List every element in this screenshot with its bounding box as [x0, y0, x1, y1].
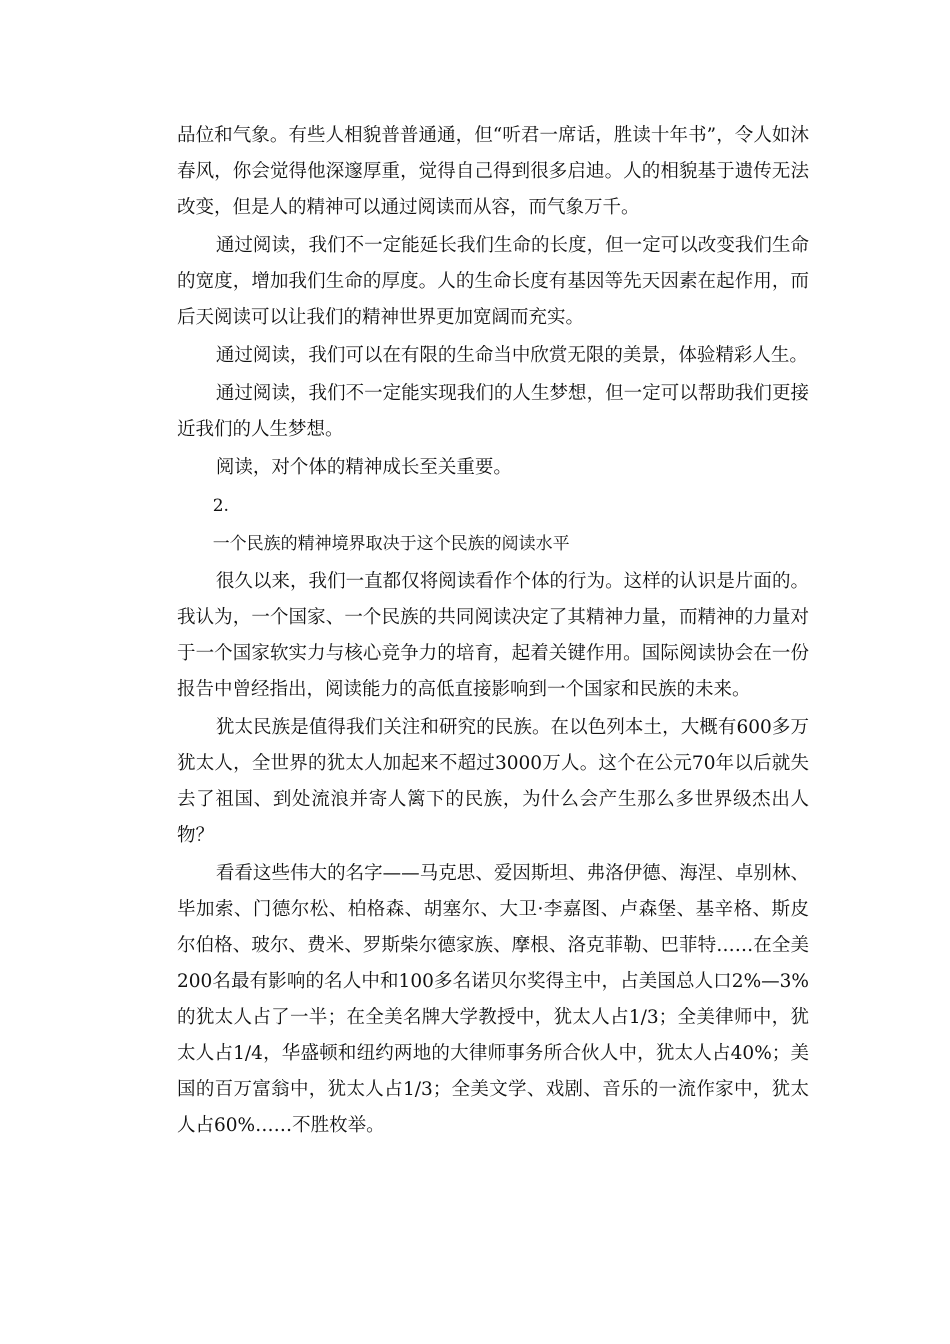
paragraph: 犹太民族是值得我们关注和研究的民族。在以色列本土，大概有600多万犹太人，全世界的犹太人加起来不超过3000万人。这个在公元70年以后就失去了祖国、到处流浪并寄人篱下的民族，为什么会产生那么多世界级杰出人物？ — [177, 717, 809, 846]
paragraph-continued: 品位和气象。有些人相貌普普通通，但“听君一席话，胜读十年书”，令人如沐春风，你会觉得他深邃厚重，觉得自己得到很多启迪。人的相貌基于遗传无法改变，但是人的精神可以通过阅读而从容，而气象万千。 — [177, 125, 809, 218]
paragraph: 阅读，对个体的精神成长至关重要。 — [215, 457, 512, 478]
paragraph: 通过阅读，我们不一定能延长我们生命的长度，但一定可以改变我们生命的宽度，增加我们生命的厚度。人的生命长度有基因等先天因素在起作用，而后天阅读可以让我们的精神世界更加宽阔而充实。 — [177, 235, 809, 328]
document-body — [177, 118, 809, 1146]
section-title: 一个民族的精神境界取决于这个民族的阅读水平 — [212, 534, 570, 554]
paragraph: 很久以来，我们一直都仅将阅读看作个体的行为。这样的认识是片面的。我认为，一个国家、一个民族的共同阅读决定了其精神力量，而精神的力量对于一个国家软实力与核心竞争力的培育，起着关键作用。国际阅读协会在一份报告中曾经指出，阅读能力的高低直接影响到一个国家和民族的未来。 — [177, 571, 809, 700]
section-number: 2. — [212, 496, 229, 516]
paragraph: 通过阅读，我们不一定能实现我们的人生梦想，但一定可以帮助我们更接近我们的人生梦想。 — [177, 383, 809, 440]
paragraph: 通过阅读，我们可以在有限的生命当中欣赏无限的美景，体验精彩人生。 — [215, 345, 808, 366]
paragraph: 看看这些伟大的名字——马克思、爱因斯坦、弗洛伊德、海涅、卓别林、毕加索、门德尔松、柏格森、胡塞尔、大卫·李嘉图、卢森堡、基辛格、斯皮尔伯格、玻尔、费米、罗斯柴尔德家族、摩根、洛克菲勒、巴菲特……在全美200名最有影响的名人中和100多名诺贝尔奖得主中，占美国总人口2%—3%的犹太人占了一半；在全美名牌大学教授中，犹太人占1/3；全美律师中，犹太人占1/4，华盛顿和纽约两地的大律师事务所合伙人中，犹太人占40%；美国的百万富翁中，犹太人占1/3；全美文学、戏剧、音乐的一流作家中，犹太人占60%……不胜枚举。 — [177, 863, 809, 1136]
